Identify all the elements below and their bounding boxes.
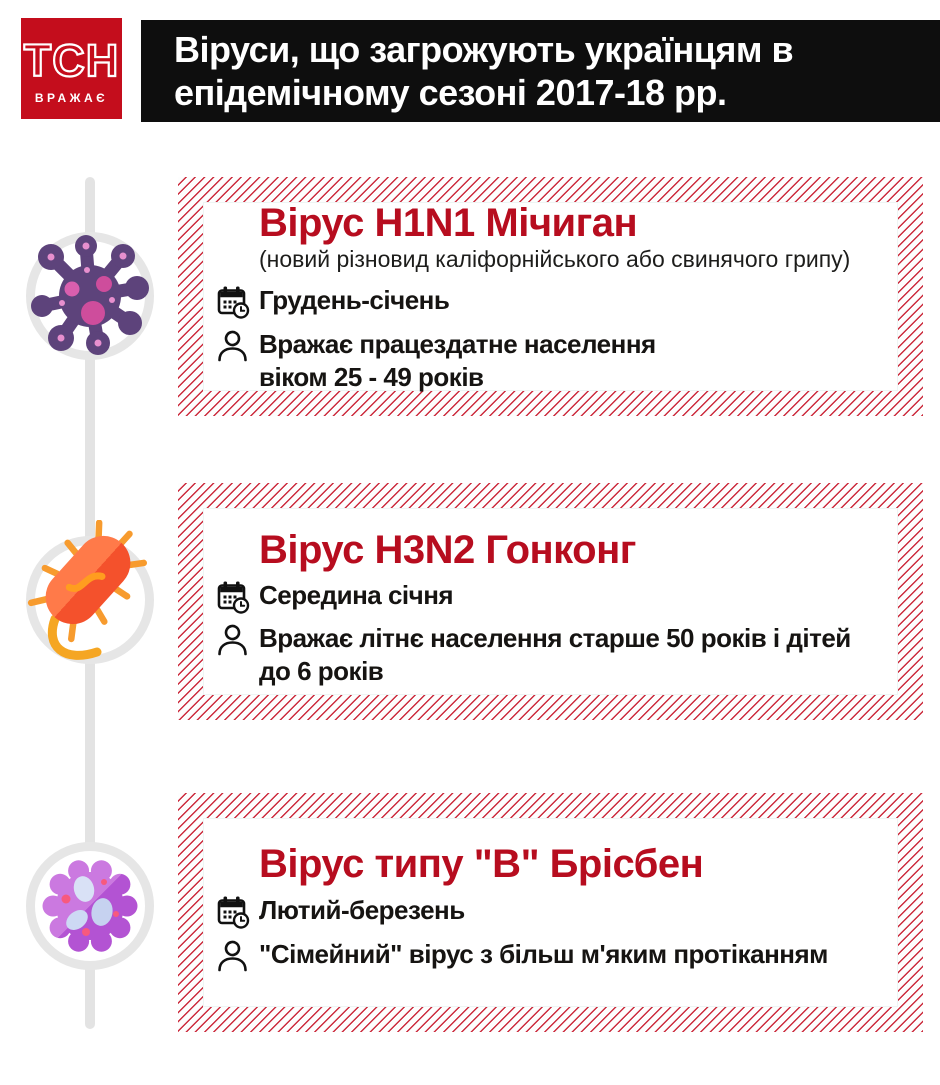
period-text: Середина січня (259, 580, 454, 610)
period-row (216, 894, 885, 929)
virus-card-subtitle: (новий різновид каліфорнійського або свинячого грипу) (259, 246, 851, 272)
header-title-line1: Віруси, що загрожують українцям в (174, 29, 794, 70)
virus-card-title: Вірус типу "В" Брісбен (259, 842, 704, 886)
audience-row (216, 938, 885, 973)
tsn-logo-text: ТСН (23, 35, 120, 86)
purple-spiky-virus-icon (10, 216, 170, 376)
calendar-clock-icon (216, 895, 250, 929)
tsn-logo-tagline: ВРАЖАЄ (34, 91, 109, 105)
header-title-band (141, 20, 940, 122)
tsn-logo (21, 18, 122, 119)
period-text: Грудень-січень (259, 285, 450, 315)
person-icon (216, 329, 250, 363)
virus-card-title: Вірус H1N1 Мічиган (259, 201, 638, 245)
audience-line2: віком 25 - 49 років (259, 362, 484, 392)
audience-line1: Вражає літнє населення старше 50 років і дітей (259, 623, 851, 653)
virus-card-h1n1-inner (203, 202, 898, 391)
virus-card-type-b (178, 793, 923, 1032)
purple-gear-virus-icon (10, 826, 170, 986)
audience-text (259, 622, 851, 688)
audience-row (216, 622, 885, 688)
virus-card-h1n1 (178, 177, 923, 416)
period-text: Лютий-березень (259, 895, 465, 925)
audience-text (259, 938, 828, 971)
orange-bacteria-icon (10, 520, 170, 680)
audience-text (259, 328, 656, 394)
period-row (216, 284, 885, 319)
virus-card-title: Вірус H3N2 Гонконг (259, 528, 636, 572)
person-icon (216, 939, 250, 973)
person-icon (216, 623, 250, 657)
period-row (216, 579, 885, 614)
audience-line1: Вражає працездатне населення (259, 329, 656, 359)
virus-card-h3n2-inner (203, 508, 898, 695)
audience-line2: до 6 років (259, 656, 384, 686)
header-title-line2: епідемічному сезоні 2017-18 рр. (174, 72, 727, 113)
calendar-clock-icon (216, 580, 250, 614)
calendar-clock-icon (216, 285, 250, 319)
audience-row (216, 328, 885, 394)
virus-card-type-b-inner (203, 818, 898, 1007)
audience-line1: "Сімейний" вірус з більш м'яким протіканням (259, 939, 828, 969)
virus-card-h3n2 (178, 483, 923, 720)
